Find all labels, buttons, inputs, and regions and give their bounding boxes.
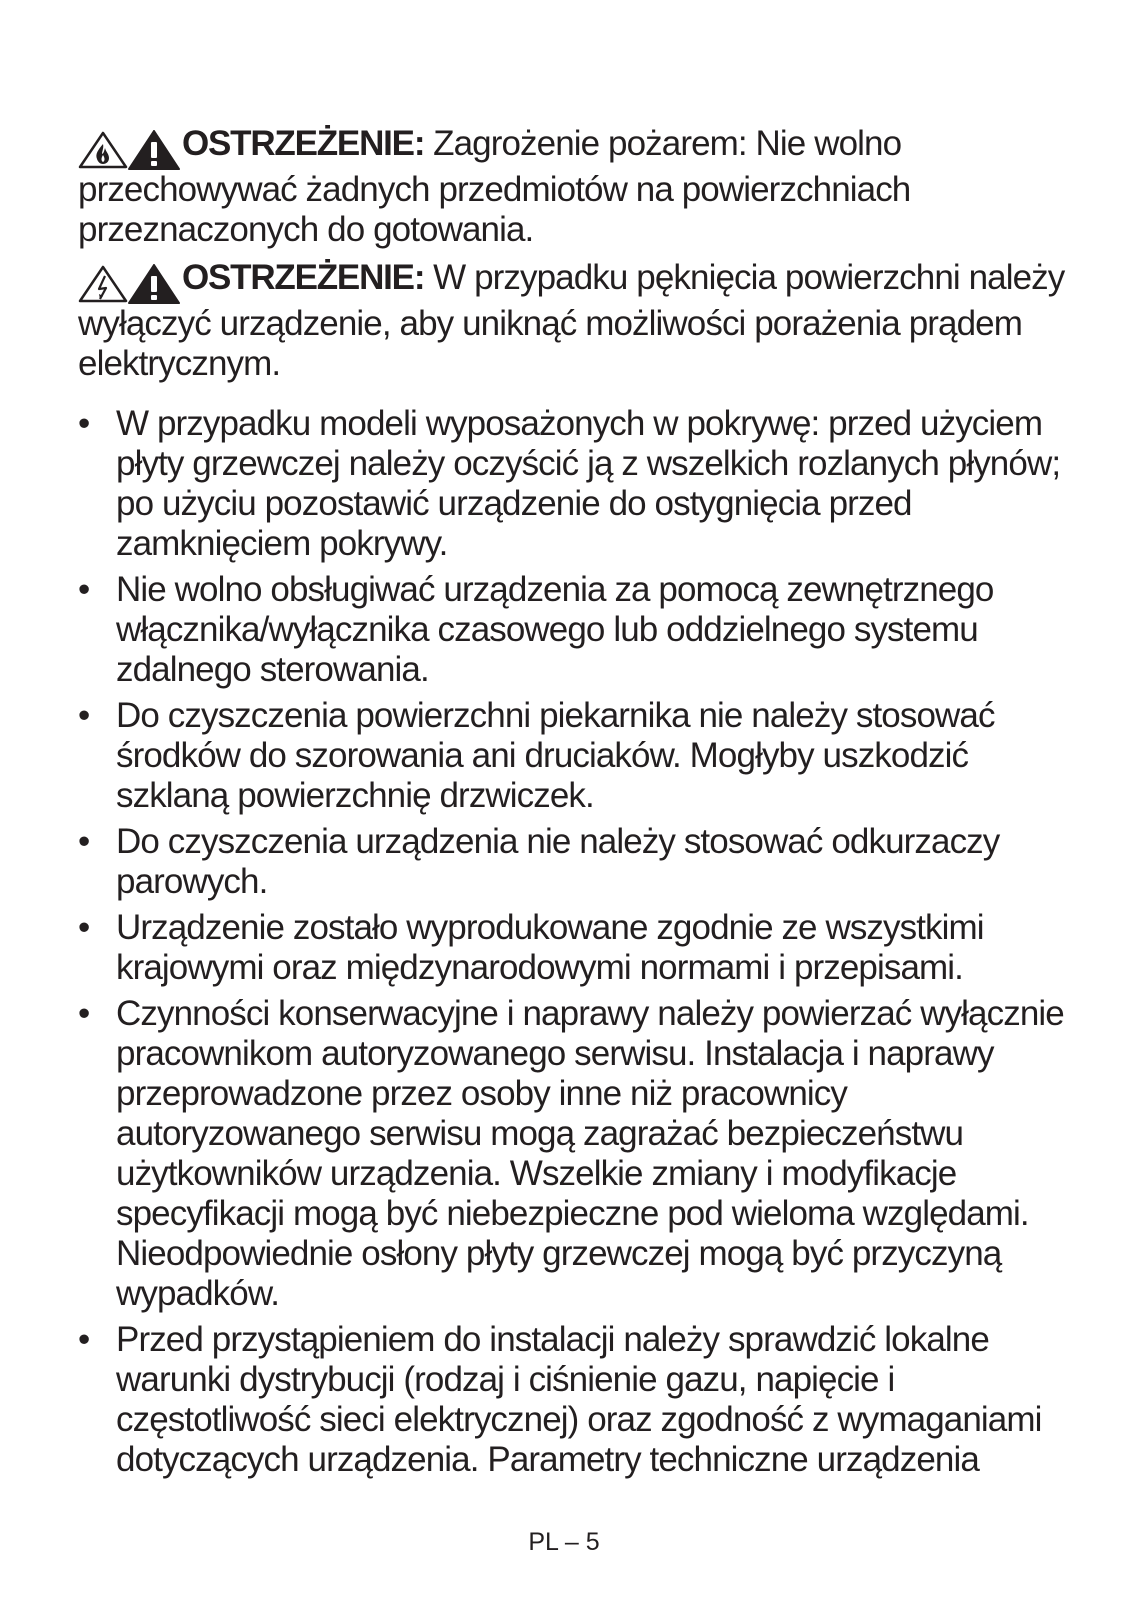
list-item (78, 908, 1088, 988)
document-body (78, 124, 1088, 1486)
bullet-icon: • (78, 695, 90, 735)
list-item-text: Do czyszczenia powierzchni piekarnika nie należy stosować środków do szorowania ani druciaków. Mogłyby uszkodzić szklaną powierzchnię drzwiczek. (116, 695, 995, 815)
warning-label: OSTRZEŻENIE: (182, 257, 425, 297)
list-item-text: W przypadku modeli wyposażonych w pokrywę: przed użyciem płyty grzewczej należy oczyścić ją z wszelkich rozlanych płynów; po użyciu pozostawić urządzenie do ostygnięcia przed zamknięciem pokrywy. (116, 403, 1061, 563)
warning-icons (78, 128, 180, 170)
bullet-icon: • (78, 569, 90, 609)
list-item (78, 822, 1088, 902)
list-item (78, 696, 1088, 816)
electric-shock-warning-icon (78, 265, 128, 303)
exclamation-warning-icon (128, 130, 180, 170)
warning-icons (78, 262, 180, 304)
list-item (78, 570, 1088, 690)
list-item-text: Czynności konserwacyjne i naprawy należy powierzać wyłącznie pracownikom autoryzowanego serwisu. Instalacja i naprawy przeprowadzone przez osoby inne niż pracownicy autoryzowanego serwisu mogą zagrażać bezpieczeństwu użytkowników urządzenia. Wszelkie zmiany i modyfikacje specyfikacji mogą być niebezpieczne pod wieloma względami. Nieodpowiednie osłony płyty grzewczej mogą być przyczyną wypadków. (116, 993, 1064, 1313)
bullet-icon: • (78, 993, 90, 1033)
bullet-icon: • (78, 907, 90, 947)
electric-warning-paragraph (78, 258, 1088, 384)
fire-warning-icon (78, 131, 128, 169)
list-item-text: Urządzenie zostało wyprodukowane zgodnie ze wszystkimi krajowymi oraz międzynarodowymi normami i przepisami. (116, 907, 984, 987)
fire-warning-paragraph (78, 124, 1088, 250)
bullet-icon: • (78, 821, 90, 861)
list-item-text: Nie wolno obsługiwać urządzenia za pomocą zewnętrznego włącznika/wyłącznika czasowego lub oddzielnego systemu zdalnego sterowania. (116, 569, 994, 689)
list-item-text: Do czyszczenia urządzenia nie należy stosować odkurzaczy parowych. (116, 821, 1000, 901)
warning-text: W przypadku pęknięcia powierzchni należy wyłączyć urządzenie, aby uniknąć możliwości porażenia prądem elektrycznym. (78, 257, 1065, 383)
list-item (78, 1320, 1088, 1480)
list-item-text: Przed przystąpieniem do instalacji należy sprawdzić lokalne warunki dystrybucji (rodzaj i ciśnienie gazu, napięcie i częstotliwość sieci elektrycznej) oraz zgodność z wymaganiami dotyczących urządzenia. Parametry techniczne urządzenia (116, 1319, 1042, 1479)
exclamation-warning-icon (128, 264, 180, 304)
bullet-icon: • (78, 403, 90, 443)
list-item (78, 994, 1088, 1314)
safety-instructions-list (78, 404, 1088, 1480)
list-item (78, 404, 1088, 564)
warning-label: OSTRZEŻENIE: (182, 124, 425, 163)
warning-text: Zagrożenie pożarem: Nie wolno przechowywać żadnych przedmiotów na powierzchniach przeznaczonych do gotowania. (78, 124, 911, 249)
bullet-icon: • (78, 1319, 90, 1359)
page-number: PL – 5 (528, 1528, 600, 1556)
